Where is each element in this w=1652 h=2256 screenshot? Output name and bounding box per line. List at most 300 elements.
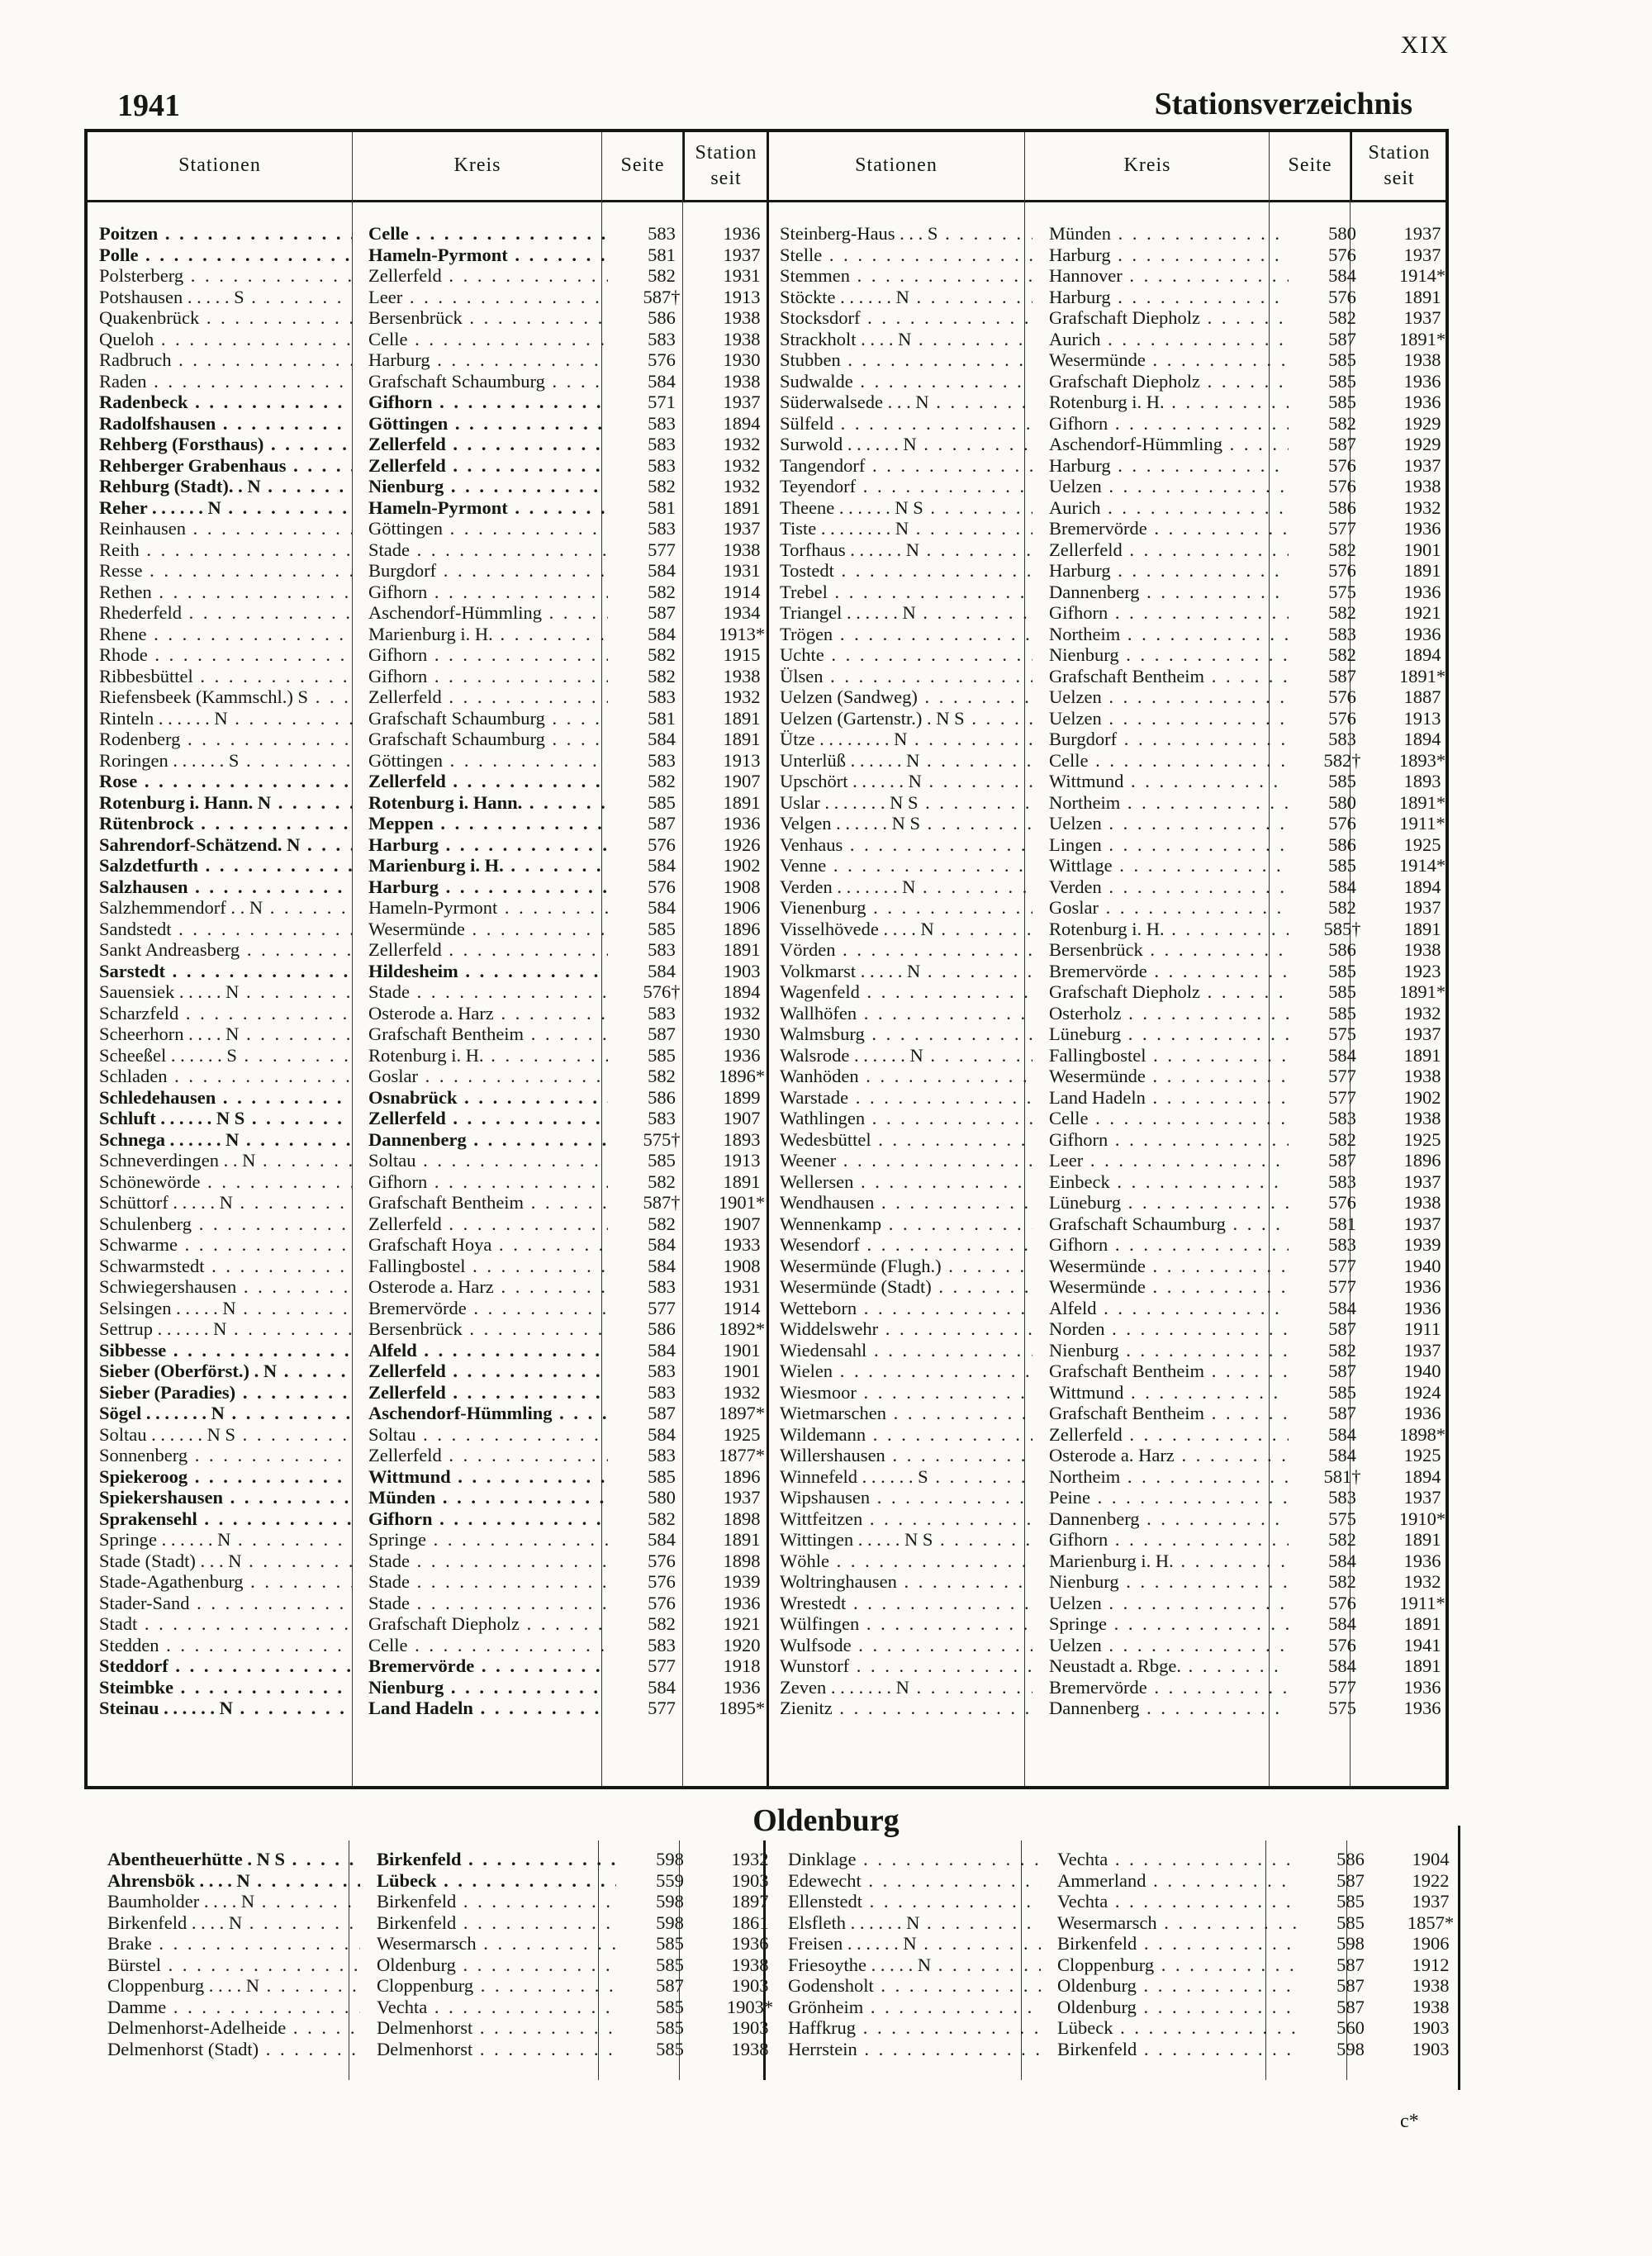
kreis-name: Zellerfeld . . . xyxy=(368,771,608,792)
seite-number: 585 xyxy=(1328,981,1356,1002)
station-name: Rehberger Grabenhaus . . . xyxy=(99,455,352,477)
kreis-name: Hameln-Pyrmont . . . xyxy=(368,897,608,919)
station-name: Strackholt . . . . N . . . xyxy=(780,329,1032,350)
seite-number: 598 xyxy=(656,1912,684,1933)
kreis-name: Burgdorf . . . xyxy=(1049,729,1289,750)
kreis-name: Uelzen . . . xyxy=(1049,476,1289,497)
seite-number: 587 xyxy=(1336,1975,1365,1996)
station-table xyxy=(84,129,1449,1789)
station-name: Sonnenberg . . . xyxy=(99,1445,352,1466)
col-header-station-seit-2: Station seit xyxy=(1368,141,1431,189)
station-since-year: 1891* xyxy=(1398,791,1446,813)
kreis-name: Bremervörde . . . xyxy=(368,1655,608,1677)
kreis-name: Hildesheim . . . xyxy=(368,961,608,982)
seite-number: 583 xyxy=(648,749,676,771)
station-name: Wiesmoor . . . xyxy=(780,1382,1032,1403)
kreis-name: Grafschaft Diepholz . . . xyxy=(1049,307,1289,329)
seite-number: 576 xyxy=(1328,1192,1356,1213)
station-since-year: 1932 xyxy=(723,434,761,454)
seite-number: 583 xyxy=(1328,1234,1356,1255)
station-name: Vörden . . . xyxy=(780,939,1032,961)
station-name: Zeven . . . . . . . N . . . xyxy=(780,1677,1032,1698)
seite-number: 585 xyxy=(1336,1891,1365,1912)
station-since-year: 1891 xyxy=(723,791,761,813)
station-since-year: 1937 xyxy=(723,1487,761,1508)
station-since-year: 1893 xyxy=(1403,771,1441,791)
station-since-year: 1938 xyxy=(1403,1066,1441,1086)
seite-number: 585 xyxy=(1328,960,1356,981)
station-name: Wesendorf . . . xyxy=(780,1234,1032,1256)
station-name: Wittfeitzen . . . xyxy=(780,1508,1032,1530)
kreis-name: Leer . . . xyxy=(1049,1150,1289,1171)
station-name: Ribbesbüttel . . . xyxy=(99,666,352,687)
station-since-year: 1931 xyxy=(723,1276,761,1297)
station-name: Sauensiek . . . . . N . . . xyxy=(99,981,352,1003)
kreis-name: Nienburg . . . xyxy=(368,1677,608,1698)
seite-number: 583 xyxy=(648,939,676,960)
station-since-year: 1891 xyxy=(723,1171,761,1192)
station-since-year: 1903 xyxy=(1412,2017,1450,2038)
station-since-year: 1896 xyxy=(723,1465,761,1487)
station-name: Sprakensehl . . . xyxy=(99,1508,352,1530)
seite-number: 584 xyxy=(648,855,676,876)
kreis-name: Bremervörde . . . xyxy=(368,1298,608,1319)
station-since-year: 1937 xyxy=(1403,1024,1441,1044)
seite-number: 560 xyxy=(1336,2017,1365,2038)
kreis-name: Goslar . . . xyxy=(1049,897,1289,919)
seite-number: 586 xyxy=(1328,834,1356,855)
seite-number: 585 xyxy=(1328,1002,1356,1024)
station-name: Wrestedt . . . xyxy=(780,1593,1032,1614)
seite-number: 582 xyxy=(648,771,676,791)
kreis-name: Soltau . . . xyxy=(368,1424,608,1446)
station-name: Schluft . . . . . . N S . . . xyxy=(99,1108,352,1129)
station-name: Walmsburg . . . xyxy=(780,1024,1032,1045)
station-name: Visselhövede . . . . N . . . xyxy=(780,919,1032,940)
seite-number: 584 xyxy=(648,729,676,749)
kreis-name: Uelzen . . . xyxy=(1049,686,1289,708)
station-name: Selsingen . . . . . N . . . xyxy=(99,1298,352,1319)
station-since-year: 1891 xyxy=(1403,1044,1441,1066)
station-since-year: 1921 xyxy=(723,1613,761,1634)
station-name: Venhaus . . . xyxy=(780,834,1032,856)
station-name: Salzdetfurth . . . xyxy=(99,855,352,876)
station-since-year: 1894 xyxy=(1403,729,1441,749)
seite-number: 598 xyxy=(656,1849,684,1869)
station-name: Scheeßel . . . . . . S . . . xyxy=(99,1045,352,1066)
kreis-name: Münden . . . xyxy=(1049,223,1289,245)
station-since-year: 1921 xyxy=(1403,602,1441,623)
seite-number: 575† xyxy=(643,1128,681,1150)
seite-number: 584 xyxy=(648,1423,676,1445)
station-since-year: 1932 xyxy=(731,1849,769,1869)
station-name: Sankt Andreasberg . . . xyxy=(99,939,352,961)
kreis-name: Dannenberg . . . xyxy=(368,1129,608,1151)
seite-number: 581 xyxy=(648,496,676,518)
kreis-name: Rotenburg i. H. . . . xyxy=(368,1045,608,1066)
kreis-name: Aschendorf-Hümmling . . . xyxy=(1049,434,1289,455)
kreis-name: Bremervörde . . . xyxy=(1049,961,1289,982)
station-since-year: 1936 xyxy=(1403,1297,1441,1318)
station-name: Schnega . . . . . . N . . . xyxy=(99,1129,352,1151)
seite-number: 583 xyxy=(1328,623,1356,644)
seite-number: 577 xyxy=(1328,1066,1356,1086)
kreis-name: Springe . . . xyxy=(1049,1613,1289,1635)
seite-number: 582 xyxy=(648,1508,676,1529)
station-since-year: 1913 xyxy=(723,749,761,771)
station-since-year: 1894 xyxy=(1403,876,1441,897)
station-since-year: 1906 xyxy=(723,897,761,918)
seite-number: 585 xyxy=(656,1933,684,1954)
seite-number: 586 xyxy=(648,1086,676,1108)
station-name: Schladen . . . xyxy=(99,1066,352,1087)
col-header-kreis-2: Kreis xyxy=(1123,154,1171,177)
seite-number: 587 xyxy=(1328,1150,1356,1171)
kreis-name: Grafschaft Schaumburg . . . xyxy=(368,729,608,750)
kreis-name: Ammerland . . . xyxy=(1057,1870,1297,1892)
kreis-name: Delmenhorst . . . xyxy=(377,2017,616,2039)
station-since-year: 1938 xyxy=(1403,1192,1441,1213)
station-name: Abentheuerhütte . N S . . . xyxy=(107,1849,360,1870)
station-name: Vienenburg . . . xyxy=(780,897,1032,919)
station-since-year: 1915 xyxy=(723,644,761,665)
station-since-year: 1936 xyxy=(1403,1550,1441,1571)
seite-number: 582 xyxy=(648,1613,676,1634)
kreis-name: Gifhorn . . . xyxy=(368,644,608,666)
station-since-year: 1937 xyxy=(1412,1891,1450,1912)
station-name: Warstade . . . xyxy=(780,1087,1032,1109)
station-name: Baumholder . . . . N . . . xyxy=(107,1891,360,1912)
kreis-name: Stade . . . xyxy=(368,1551,608,1572)
station-name: Delmenhorst (Stadt) . . . xyxy=(107,2039,360,2060)
station-since-year: 1937 xyxy=(1403,897,1441,918)
seite-number: 584 xyxy=(1328,1655,1356,1676)
seite-number: 583 xyxy=(648,328,676,349)
seite-number: 598 xyxy=(1336,1933,1365,1954)
station-name: Rhederfeld . . . xyxy=(99,602,352,624)
station-since-year: 1891 xyxy=(1403,286,1441,307)
station-name: Quakenbrück . . . xyxy=(99,307,352,329)
station-since-year: 1936 xyxy=(723,1676,761,1698)
station-name: Steddorf . . . xyxy=(99,1655,352,1677)
seite-number: 584 xyxy=(648,960,676,981)
seite-number: 584 xyxy=(648,560,676,581)
seite-number: 580 xyxy=(648,1487,676,1508)
seite-number: 577 xyxy=(1328,1276,1356,1297)
kreis-name: Münden . . . xyxy=(368,1487,608,1508)
station-since-year: 1913* xyxy=(718,623,766,644)
kreis-name: Wesermarsch . . . xyxy=(1057,1912,1297,1934)
seite-number: 584 xyxy=(648,1339,676,1361)
kreis-name: Springe . . . xyxy=(368,1529,608,1551)
station-since-year: 1891 xyxy=(723,1529,761,1550)
kreis-name: Nienburg . . . xyxy=(368,476,608,497)
kreis-name: Aschendorf-Hümmling . . . xyxy=(368,602,608,624)
seite-number: 585 xyxy=(648,1465,676,1487)
seite-number: 583 xyxy=(1328,1108,1356,1128)
station-name: Theene . . . . . . N S . . . xyxy=(780,497,1032,519)
kreis-name: Neustadt a. Rbge. . . . xyxy=(1049,1655,1289,1677)
station-since-year: 1930 xyxy=(723,1024,761,1044)
station-since-year: 1896 xyxy=(723,918,761,939)
station-name: Wipshausen . . . xyxy=(780,1487,1032,1508)
kreis-name: Grafschaft Diepholz . . . xyxy=(1049,981,1289,1003)
seite-number: 587 xyxy=(648,813,676,834)
kreis-name: Rotenburg i. Hann. . . . xyxy=(368,792,608,814)
station-since-year: 1891* xyxy=(1398,981,1446,1002)
station-name: Brake . . . xyxy=(107,1933,360,1954)
kreis-name: Osterode a. Harz . . . xyxy=(1049,1445,1289,1466)
station-name: Stade-Agathenburg . . . xyxy=(99,1571,352,1593)
seite-number: 585 xyxy=(648,1044,676,1066)
seite-number: 575 xyxy=(1328,581,1356,602)
station-name: Velgen . . . . . . N S . . . xyxy=(780,813,1032,834)
station-since-year: 1938 xyxy=(1403,349,1441,370)
station-since-year: 1937 xyxy=(723,392,761,412)
kreis-name: Osterode a. Harz . . . xyxy=(368,1003,608,1024)
kreis-name: Harburg . . . xyxy=(368,876,608,898)
kreis-name: Birkenfeld . . . xyxy=(377,1891,616,1912)
kreis-name: Göttingen . . . xyxy=(368,750,608,772)
kreis-name: Land Hadeln . . . xyxy=(368,1698,608,1719)
kreis-name: Wittlage . . . xyxy=(1049,855,1289,876)
station-name: Stocksdorf . . . xyxy=(780,307,1032,329)
station-since-year: 1936 xyxy=(1403,581,1441,602)
kreis-name: Wittmund . . . xyxy=(1049,1382,1289,1403)
station-name: Schüttorf . . . . . N . . . xyxy=(99,1192,352,1213)
station-since-year: 1903 xyxy=(731,1975,769,1996)
kreis-name: Wesermünde . . . xyxy=(1049,349,1289,371)
station-since-year: 1936 xyxy=(1403,518,1441,539)
seite-number: 584 xyxy=(648,1255,676,1276)
station-since-year: 1940 xyxy=(1403,1361,1441,1381)
station-name: Rhene . . . xyxy=(99,624,352,645)
station-name: Wulfsode . . . xyxy=(780,1635,1032,1656)
station-since-year: 1934 xyxy=(723,602,761,623)
kreis-name: Stade . . . xyxy=(368,1593,608,1614)
station-name: Walsrode . . . . . . N . . . xyxy=(780,1045,1032,1066)
station-since-year: 1938 xyxy=(723,307,761,328)
station-name: Uelzen (Gartenstr.) . N S . . . xyxy=(780,708,1032,729)
seite-number: 577 xyxy=(648,1698,676,1718)
station-name: Wennenkamp . . . xyxy=(780,1213,1032,1235)
station-name: Wendhausen . . . xyxy=(780,1192,1032,1213)
seite-number: 582 xyxy=(1328,307,1356,328)
kreis-name: Grafschaft Diepholz . . . xyxy=(1049,371,1289,392)
station-since-year: 1937 xyxy=(723,518,761,539)
station-name: Polle . . . xyxy=(99,245,352,266)
seite-number: 576 xyxy=(1328,244,1356,265)
station-name: Wülfingen . . . xyxy=(780,1613,1032,1635)
station-name: Sahrendorf-Schätzend. N . . . xyxy=(99,834,352,856)
station-since-year: 1936 xyxy=(1403,1403,1441,1423)
seite-number: 585 xyxy=(1328,349,1356,370)
station-since-year: 1925 xyxy=(1403,1445,1441,1465)
kreis-name: Grafschaft Bentheim . . . xyxy=(1049,1361,1289,1382)
station-name: Birkenfeld . . . . N . . . xyxy=(107,1912,360,1934)
kreis-name: Harburg . . . xyxy=(1049,287,1289,308)
kreis-name: Marienburg i. H. . . . xyxy=(1049,1551,1289,1572)
station-name: Wielen . . . xyxy=(780,1361,1032,1382)
kreis-name: Celle . . . xyxy=(1049,1108,1289,1129)
seite-number: 582 xyxy=(648,476,676,496)
station-name: Sandstedt . . . xyxy=(99,919,352,940)
seite-number: 580 xyxy=(1328,223,1356,244)
station-since-year: 1938 xyxy=(723,665,761,686)
seite-number: 582 xyxy=(1328,1571,1356,1592)
seite-number: 582 xyxy=(1328,539,1356,560)
seite-number: 585 xyxy=(1328,1381,1356,1403)
station-since-year: 1898* xyxy=(1398,1423,1446,1445)
seite-number: 575 xyxy=(1328,1024,1356,1044)
station-name: Resse . . . xyxy=(99,560,352,582)
station-name: Radbruch . . . xyxy=(99,349,352,371)
station-since-year: 1932 xyxy=(1403,496,1441,518)
kreis-name: Lüneburg . . . xyxy=(1049,1024,1289,1045)
station-name: Wallhöfen . . . xyxy=(780,1003,1032,1024)
station-since-year: 1938 xyxy=(731,1954,769,1975)
station-since-year: 1908 xyxy=(723,1255,761,1276)
kreis-name: Cloppenburg . . . xyxy=(377,1975,616,1997)
kreis-name: Lübeck . . . xyxy=(1057,2017,1297,2039)
station-name: Rütenbrock . . . xyxy=(99,813,352,834)
seite-number: 587 xyxy=(1328,1361,1356,1381)
station-since-year: 1913 xyxy=(1403,707,1441,729)
station-name: Haffkrug . . . xyxy=(788,2017,1041,2039)
station-since-year: 1903 xyxy=(723,960,761,981)
kreis-name: Birkenfeld . . . xyxy=(1057,2039,1297,2060)
kreis-name: Stade . . . xyxy=(368,1571,608,1593)
station-name: Schwarmstedt . . . xyxy=(99,1256,352,1277)
station-name: Settrup . . . . . . N . . . xyxy=(99,1318,352,1340)
station-name: Rinteln . . . . . . N . . . xyxy=(99,708,352,729)
kreis-name: Wesermünde . . . xyxy=(1049,1066,1289,1087)
station-since-year: 1938 xyxy=(1403,939,1441,960)
kreis-name: Osterode a. Harz . . . xyxy=(368,1276,608,1298)
kreis-name: Nienburg . . . xyxy=(1049,644,1289,666)
station-name: Scheerhorn . . . . N . . . xyxy=(99,1024,352,1045)
kreis-name: Zellerfeld . . . xyxy=(368,1361,608,1382)
seite-number: 583 xyxy=(648,1381,676,1403)
seite-number: 584 xyxy=(648,897,676,918)
seite-number: 585 xyxy=(648,791,676,813)
kreis-name: Grafschaft Schaumburg . . . xyxy=(368,371,608,392)
station-name: Weener . . . xyxy=(780,1150,1032,1171)
station-since-year: 1925 xyxy=(723,1423,761,1445)
station-name: Elsfleth . . . . . . N . . . xyxy=(788,1912,1041,1934)
kreis-name: Marienburg i. H. . . . xyxy=(368,855,608,876)
seite-number: 576 xyxy=(1328,286,1356,307)
kreis-name: Marienburg i. H. . . . xyxy=(368,624,608,645)
seite-number: 577 xyxy=(648,1655,676,1676)
kreis-name: Zellerfeld . . . xyxy=(368,1108,608,1129)
station-name: Wellersen . . . xyxy=(780,1171,1032,1193)
station-since-year: 1857* xyxy=(1407,1912,1455,1933)
station-since-year: 1938 xyxy=(723,370,761,392)
station-name: Sibbesse . . . xyxy=(99,1340,352,1361)
kreis-name: Northeim . . . xyxy=(1049,1466,1289,1488)
station-since-year: 1918 xyxy=(723,1655,761,1676)
station-since-year: 1893* xyxy=(1398,749,1446,771)
station-since-year: 1877* xyxy=(718,1445,766,1465)
seite-number: 587 xyxy=(1328,328,1356,349)
seite-number: 585 xyxy=(648,1150,676,1171)
station-since-year: 1914* xyxy=(1398,265,1446,286)
station-since-year: 1930 xyxy=(723,349,761,370)
kreis-name: Uelzen . . . xyxy=(1049,813,1289,834)
section-title: Oldenburg xyxy=(752,1803,900,1838)
kreis-name: Rotenburg i. H. . . . xyxy=(1049,392,1289,413)
kreis-name: Alfeld . . . xyxy=(1049,1298,1289,1319)
station-since-year: 1936 xyxy=(1403,370,1441,392)
station-name: Ellenstedt . . . xyxy=(788,1891,1041,1912)
station-name: Sudwalde . . . xyxy=(780,371,1032,392)
kreis-name: Harburg . . . xyxy=(368,349,608,371)
station-name: Verden . . . . . . . N . . . xyxy=(780,876,1032,898)
station-since-year: 1923 xyxy=(1403,960,1441,981)
seite-number: 581† xyxy=(1323,1465,1361,1487)
seite-number: 584 xyxy=(1328,1445,1356,1465)
kreis-name: Harburg . . . xyxy=(1049,245,1289,266)
seite-number: 584 xyxy=(1328,1613,1356,1634)
kreis-name: Peine . . . xyxy=(1049,1487,1289,1508)
station-name: Ülsen . . . xyxy=(780,666,1032,687)
seite-number: 576 xyxy=(1328,476,1356,496)
kreis-name: Celle . . . xyxy=(1049,750,1289,772)
kreis-name: Harburg . . . xyxy=(1049,560,1289,582)
seite-number: 583 xyxy=(648,434,676,454)
station-name: Reinhausen . . . xyxy=(99,518,352,539)
station-name: Roringen . . . . . . S . . . xyxy=(99,750,352,772)
station-since-year: 1898 xyxy=(723,1508,761,1529)
station-name: Scharzfeld . . . xyxy=(99,1003,352,1024)
seite-number: 582 xyxy=(1328,644,1356,665)
station-since-year: 1914* xyxy=(1398,855,1446,876)
station-since-year: 1920 xyxy=(723,1634,761,1655)
station-name: Freisen . . . . . . N . . . xyxy=(788,1933,1041,1954)
station-since-year: 1891 xyxy=(1403,918,1441,939)
station-since-year: 1938 xyxy=(1412,1975,1450,1996)
seite-number: 584 xyxy=(1328,265,1356,286)
station-name: Schwarme . . . xyxy=(99,1234,352,1256)
station-name: Stelle . . . xyxy=(780,245,1032,266)
station-since-year: 1937 xyxy=(1403,307,1441,328)
station-since-year: 1941 xyxy=(1403,1634,1441,1655)
station-since-year: 1914 xyxy=(723,581,761,602)
station-since-year: 1861 xyxy=(731,1912,769,1933)
kreis-name: Wesermünde . . . xyxy=(1049,1276,1289,1298)
station-name: Sarstedt . . . xyxy=(99,961,352,982)
station-since-year: 1903 xyxy=(731,2017,769,2038)
station-name: Trögen . . . xyxy=(780,624,1032,645)
seite-number: 576 xyxy=(648,1550,676,1571)
station-name: Teyendorf . . . xyxy=(780,476,1032,497)
station-name: Godensholt . . . xyxy=(788,1975,1041,1997)
kreis-name: Birkenfeld . . . xyxy=(1057,1933,1297,1954)
station-since-year: 1893 xyxy=(723,1128,761,1150)
seite-number: 576 xyxy=(648,834,676,855)
kreis-name: Bremervörde . . . xyxy=(1049,518,1289,539)
station-name: Wathlingen . . . xyxy=(780,1108,1032,1129)
station-name: Reith . . . xyxy=(99,539,352,561)
kreis-name: Birkenfeld . . . xyxy=(377,1849,616,1870)
station-since-year: 1901 xyxy=(723,1339,761,1361)
seite-number: 576 xyxy=(1328,1592,1356,1613)
kreis-name: Dannenberg . . . xyxy=(1049,582,1289,603)
seite-number: 576 xyxy=(648,349,676,370)
kreis-name: Zellerfeld . . . xyxy=(368,1382,608,1403)
seite-number: 576 xyxy=(1328,560,1356,581)
